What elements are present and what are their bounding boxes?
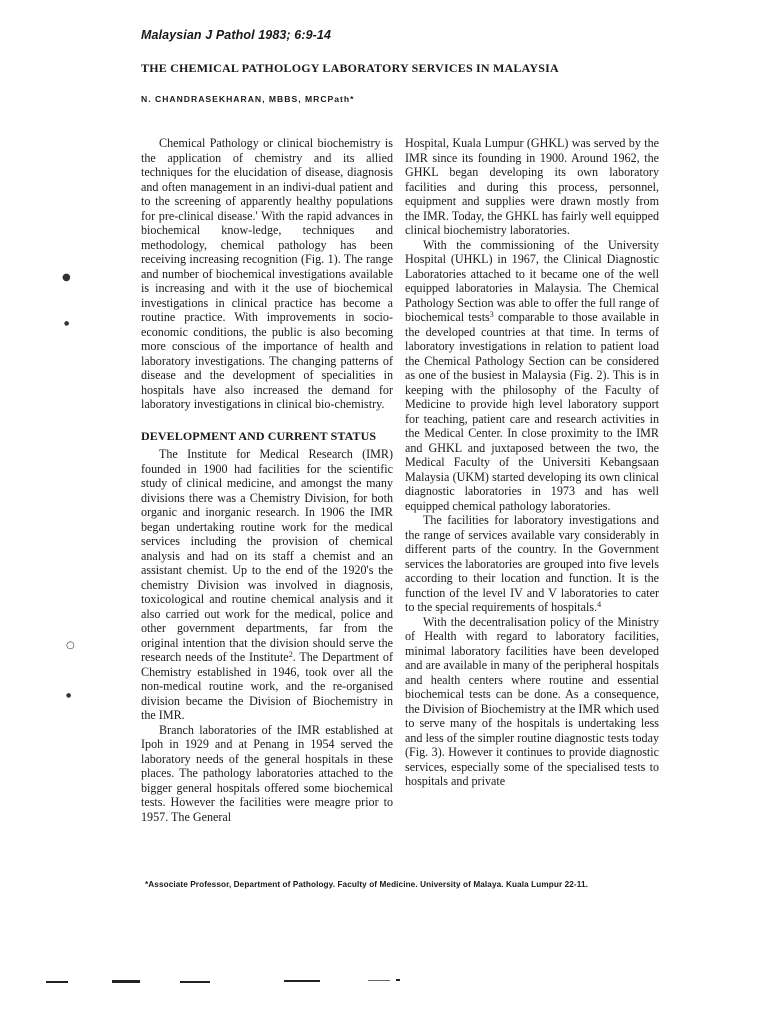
scan-mark <box>46 981 68 983</box>
decentralisation-paragraph: With the decentralisation policy of the Ministry of Health with regard to laboratory facilities, minimal laboratory facilities have been developed and are available in many of the peripheral hospitals and health centers where routine and essential biochemical tests can be done. As a consequence, the Division of Biochemistry at the IMR which used to serve many of the hospitals is undertaking less and less of the simpler routine diagnostic tests today (Fig. 3). However it continues to provide diagnostic services, especially some of the specialised tests to hospitals and private <box>405 614 659 788</box>
journal-reference: Malaysian J Pathol 1983; 6:9-14 <box>141 28 331 42</box>
section-heading: DEVELOPMENT AND CURRENT STATUS <box>141 428 377 443</box>
paper-title: THE CHEMICAL PATHOLOGY LABORATORY SERVICES IN MALAYSIA <box>141 61 559 75</box>
uhkl-text-a: With the commissioning of the University Hospital (UHKL) in 1967, the Clinical Diagnostic Laboratories attached to it became one of the well equipped laboratories in Malaysia. The Chemical Pathology Section was able to offer the full range of biochemical tests <box>405 237 659 324</box>
scan-mark <box>112 980 140 983</box>
reference-marker: 4 <box>597 600 602 609</box>
left-column <box>141 136 393 824</box>
intro-paragraph: Chemical Pathology or clinical biochemistry is the application of chemistry and its allied techniques for the elucidation of disease, diagnosis and often management in an indivi-dual patient and to the screening of apparently healthy populations for pre-clinical disease.' With the rapid advances in biochemical know-ledge, techniques and methodology, chemical pathology has been receiving increasing recognition (Fig. 1). The range and number of biochemical investigations available is increasing and with it the use of biochemical investigations in clinical practice has become a routine practice. With improvements in socio-economic conditions, the public is also becoming more conscious of the importance of health and laboratory investigations. The changing patterns of disease and the development of specialities in hospitals have also increased the demand for laboratory investigations in clinical bio-chemistry. <box>141 136 393 411</box>
history-paragraph <box>141 447 393 723</box>
reference-marker: 3 <box>489 310 494 319</box>
ghkl-paragraph: Hospital, Kuala Lumpur (GHKL) was served by the IMR since its founding in 1900. Around 1962, the GHKL began developing its own laboratory facilities and during this process, personnel, equipment and supplies were drawn mostly from the IMR. Today, the GHKL has fairly well equipped clinical biochemistry laboratories. <box>405 136 659 237</box>
facilities-paragraph <box>405 513 659 615</box>
scan-speck: ○ <box>66 640 75 651</box>
reference-marker: 2 <box>288 650 293 659</box>
author-line: N. CHANDRASEKHARAN, MBBS, MRCPath* <box>141 94 355 104</box>
history-text-b: . The Department of Chemistry established in 1946, took over all the non-medical routine work, and the re-organised division became the Division of Biochemistry in the IMR. <box>141 650 393 722</box>
right-column <box>405 136 659 789</box>
branch-labs-paragraph: Branch laboratories of the IMR established at Ipoh in 1929 and at Penang in 1954 served the laboratory needs of the general hospitals in these places. The pathology laboratories attached to the bigger general hospitals offered some biochemical tests. However the facilities were meagre prior to 1957. The General <box>141 722 393 824</box>
scan-speck: ● <box>64 320 70 327</box>
scan-mark <box>368 980 390 981</box>
author-affiliation-footnote: *Associate Professor, Department of Pathology. Faculty of Medicine. University of Malaya. Kuala Lumpur 22-11. <box>145 880 588 889</box>
scan-mark <box>284 980 320 982</box>
uhkl-text-b: comparable to those available in the developed countries at that time. In terms of laboratory investigations in relation to patient load the Chemical Pathology Section can be considered as one of the busiest in Malaysia (Fig. 2). This is in keeping with the philosophy of the Faculty of Medicine to provide high level laboratory support for teaching, patient care and research activities in the Medical Center. In close proximity to the IMR and GHKL and juxtaposed between the two, the Medical Faculty of the Universiti Kebangsaan Malaysia (UKM) started developing its own clinical diagnostic laboratories in 1973 and has well equipped chemical pathology laboratories. <box>405 310 660 513</box>
scan-speck: ● <box>66 692 72 699</box>
history-text-a: The Institute for Medical Research (IMR) founded in 1900 had facilities for the scientific study of clinical medicine, and amongst the many divisions there was a Chemistry Division, for both organic and inorganic research. In 1906 the IMR began undertaking routine work for the medical services including the provision of chemical analysis and had on its staff a chemist and an assistant chemist. Up to the end of the 1920's the chemistry Division was involved in diagnosis, toxicological and routine chemical analysis and it also carried out work for the medical, police and other government departments, far from the original intention that the division should serve the research needs of the Institute <box>141 447 393 664</box>
facilities-text: The facilities for laboratory investigations and the range of services available vary considerably in different parts of the country. In the Government services the laboratories are grouped into five levels according to their location and function. It is the function of the level IV and V laboratories to cater to the special requirements of hospitals. <box>405 513 659 614</box>
scan-mark <box>180 981 210 983</box>
uhkl-paragraph <box>405 238 659 514</box>
scan-mark <box>396 979 400 981</box>
scan-speck: ● <box>62 272 71 283</box>
